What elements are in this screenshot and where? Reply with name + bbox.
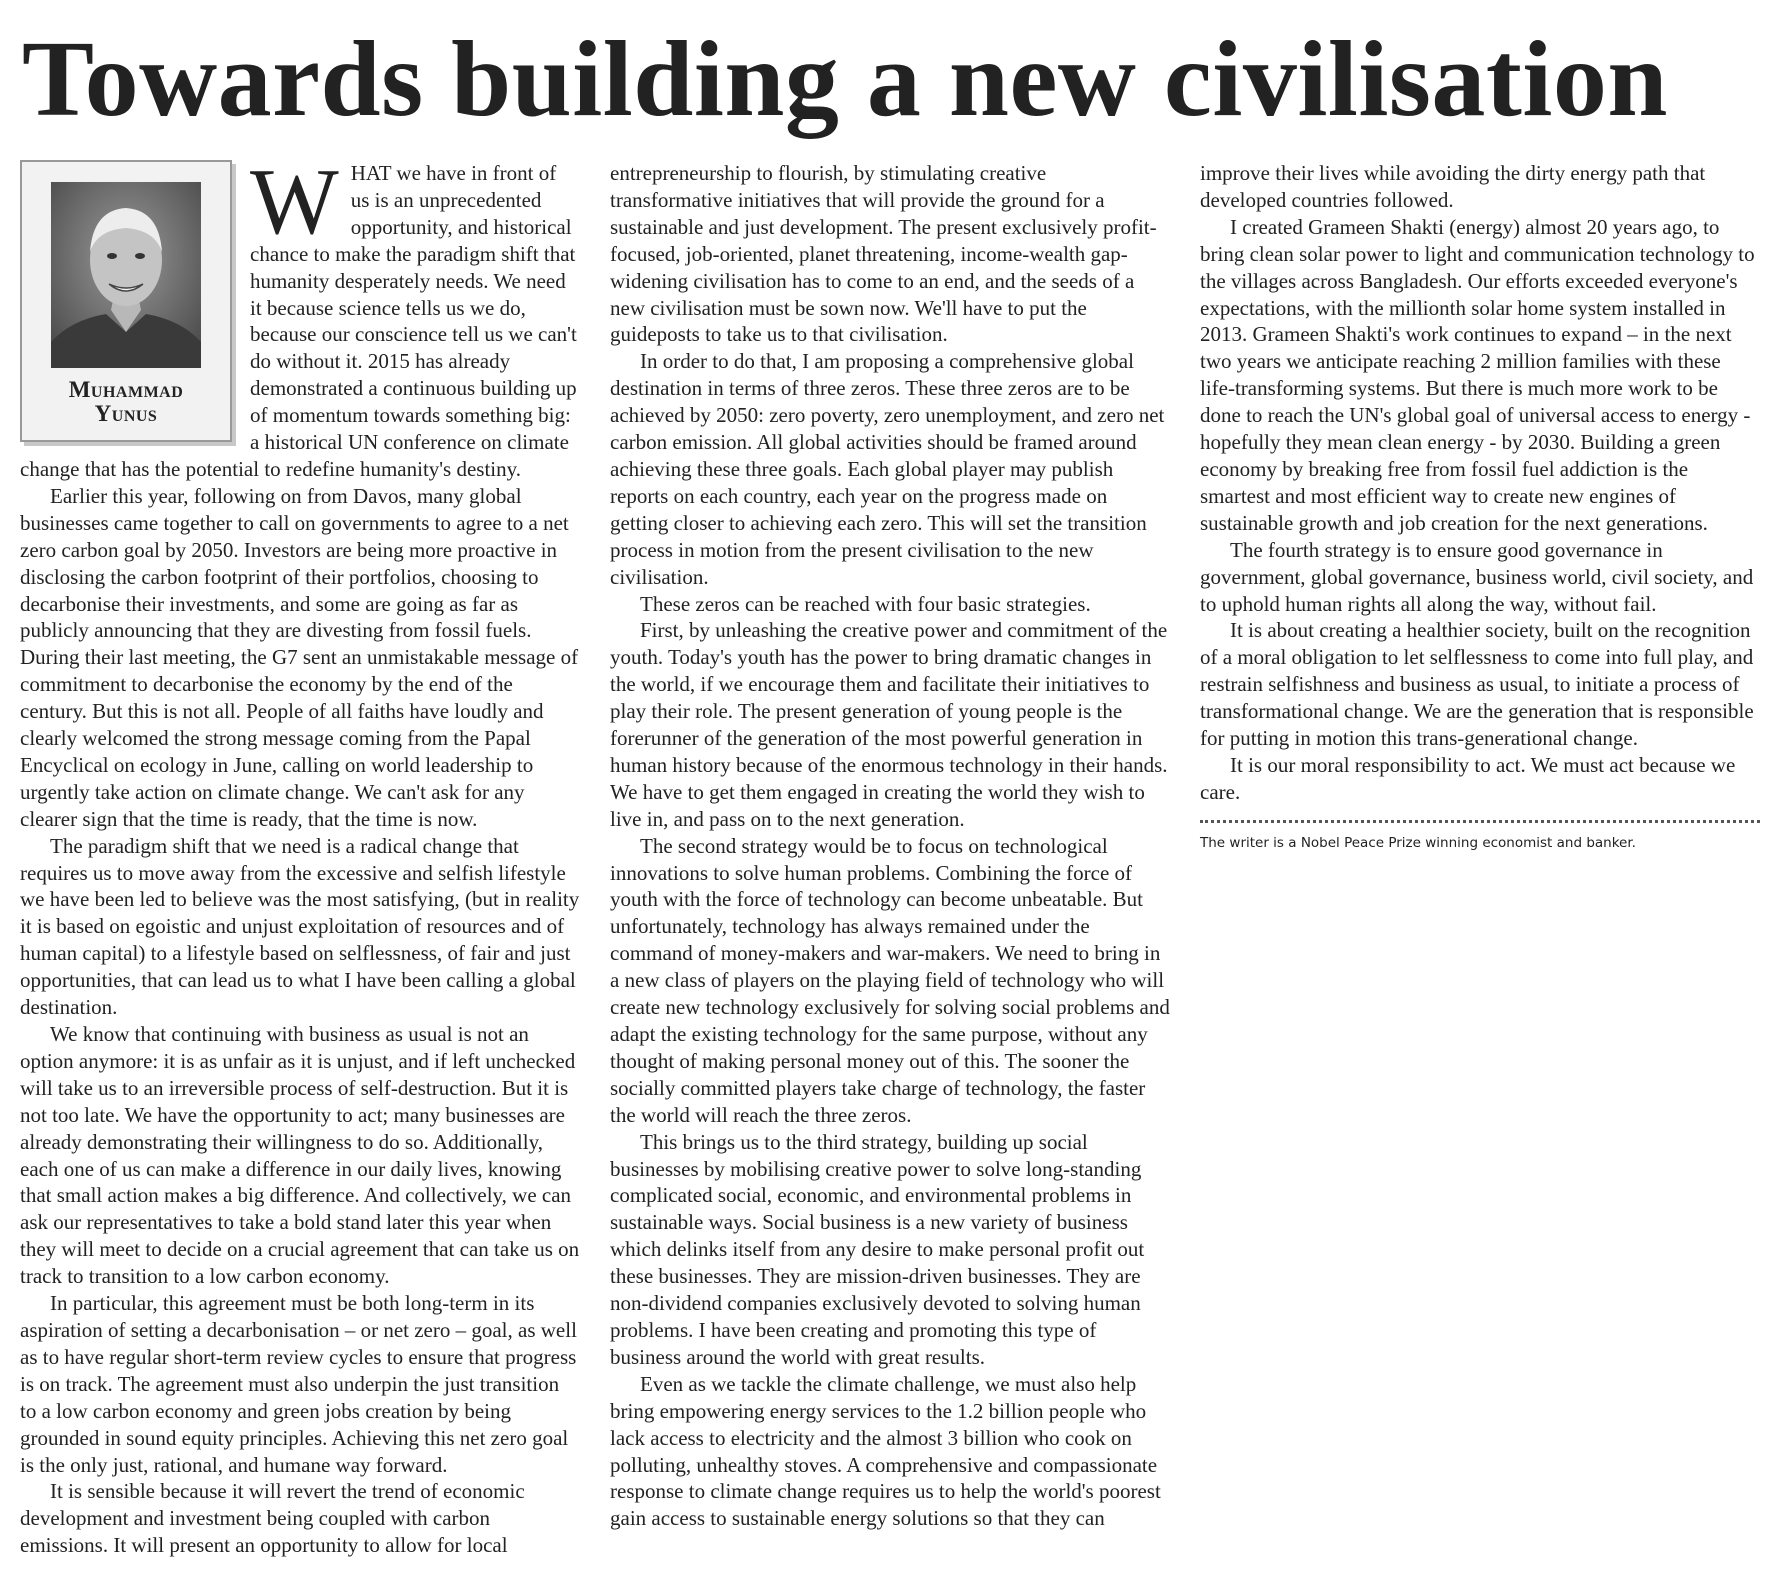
paragraph: This brings us to the third strategy, building up social businesses by mobilising creative power to solve long-standing complicated social, economic, and environmental problems in sustainable ways. Social business is a new variety of business which delinks itself from any desire to make personal profit out these businesses. They are mission-driven businesses. They are non-dividend companies exclusively devoted to solving human problems. I have been creating and promoting this type of business around the world with great results. — [610, 1129, 1145, 1369]
paragraph: I created Grameen Shakti (energy) almost 20 years ago, to bring clean solar power to light and communication technology to the villages across Bangladesh. Our efforts exceeded everyone's expectations, with the millionth solar home system installed in 2013. Grameen Shakti's work continues to expand – in the next two years we anticipate reaching 2 million families with these life-transforming systems. But there is much more work to be done to reach the UN's global goal of universal access to energy - hopefully they mean clean energy - by 2030. Building a green economy by breaking free from fossil fuel addiction is the smartest and most efficient way to create new engines of sustainable growth and job creation for the next generations. — [1200, 214, 1755, 535]
author-footnote: The writer is a Nobel Peace Prize winning economist and banker. — [1200, 834, 1636, 851]
paragraph: It is about creating a healthier society, built on the recognition of a moral obligation to let selflessness to come into full play, and restrain selfishness and business as usual, to initiate a process of transformational change. We are the generation that is responsible for putting in motion this trans-generational change. — [1200, 618, 1754, 751]
paragraph: We know that continuing with business as usual is not an option anymore: it is as unfair as it is unjust, and if left unchecked will take us to an irreversible process of self-destruction. But it is not too late. We have the opportunity to act; many businesses are already demonstrating their willingness to do so. Additionally, each one of us can make a difference in our daily lives, knowing that small action makes a big difference. And collectively, we can ask our representatives to take a bold stand later this year when they will meet to decide on a crucial agreement that can take us on track to transition to a low carbon economy. — [20, 1022, 580, 1289]
author-box — [20, 160, 232, 442]
paragraph: It is our moral responsibility to act. We must act because we care. — [1200, 752, 1736, 804]
paragraph: The fourth strategy is to ensure good governance in government, global governance, business world, civil society, and to uphold human rights all along the way, without fail. — [1200, 537, 1754, 616]
paragraph: Even as we tackle the climate challenge, we must also help bring empowering energy services to the 1.2 billion people who lack access to electricity and the almost 3 billion who cook on polluting, unhealthy stoves. A comprehensive and compassionate response to climate change requires us to help the world's poorest gain access to sustainable energy solutions so that they can improve their lives while avoiding the dirty energy path that developed countries followed. — [610, 161, 1706, 1531]
article-footer — [1200, 820, 1760, 853]
author-portrait — [51, 182, 201, 368]
dotted-divider — [1200, 820, 1760, 823]
author-first-name: Muhammad — [68, 377, 184, 402]
paragraph: The second strategy would be to focus on technological innovations to solve human problems. Combining the force of youth with the force of technology can become unbeatable. But unfortunately, technology has always remained under the command of money-makers and war-makers. We need to bring in a new class of players on the playing field of technology who will create new technology exclusively for solving social problems and adapt the existing technology for the same purpose, without any thought of making personal money out of this. The sooner the socially committed players take charge of technology, the faster the world will reach the three zeros. — [610, 833, 1170, 1127]
paragraph-text: HAT we have in front of us is an unprecedented opportunity, and historical chance to make the paradigm shift that humanity desperately needs. We need it because science tells us we do, because our conscience tell us we can't do without it. 2015 has already demonstrated a continuous building up of momentum towards something big: a historical UN conference on climate change that has the potential to redefine humanity's destiny. — [20, 161, 577, 481]
article-body — [20, 150, 1760, 1570]
paragraph: First, by unleashing the creative power and commitment of the youth. Today's youth has the power to bring dramatic changes in the world, if we encourage them and facilitate their initiatives to play their role. The present generation of young people is the forerunner of the generation of the most powerful generation in human history because of the enormous technology in their hands. We have to get them engaged in creating the world they wish to live in, and pass on to the next generation. — [610, 618, 1168, 831]
paragraph: These zeros can be reached with four basic strategies. — [640, 591, 1091, 616]
author-last-name: Yunus — [94, 401, 158, 426]
paragraph: It is sensible because it will revert the trend of economic development and investment being coupled with carbon emissions. It will present an opportunity to allow for local entrepreneurship to flourish, by stimulating creative transformative initiatives that will provide the ground for a sustainable and just development. The present exclusively profit-focused, job-oriented, planet threatening, income-wealth gap-widening civilisation has to come to an end, and the seeds of a new civilisation must be sown now. We'll have to put the guideposts to take us to that civilisation. — [20, 161, 1157, 1558]
article-headline: Towards building a new civilisation — [22, 20, 1668, 139]
author-name — [22, 378, 230, 426]
paragraph: The paradigm shift that we need is a radical change that requires us to move away from the excessive and selfish lifestyle we have been led to believe was the most satisfying, (but in reality it is based on egoistic and unjust exploitation of resources and of human capital) to a lifestyle based on selflessness, of fair and just opportunities, that can lead us to what I have been calling a global destination. — [20, 833, 580, 1020]
paragraph: Earlier this year, following on from Davos, many global businesses came together to call on governments to agree to a net zero carbon goal by 2050. Investors are being more proactive in disclosing the carbon footprint of their portfolios, choosing to decarbonise their investments, and some are going as far as publicly announcing that they are divesting from fossil fuels. During their last meeting, the G7 sent an unmistakable message of commitment to decarbonise the economy by the end of the century. But this is not all. People of all faiths have loudly and clearly welcomed the strong message coming from the Papal Encyclical on ecology in June, calling on world leadership to urgently take action on climate change. We can't ask for any clearer sign that the time is ready, that the time is now. — [20, 483, 579, 831]
drop-cap: W — [250, 150, 339, 254]
paragraph: In order to do that, I am proposing a comprehensive global destination in terms of three zeros. These three zeros are to be achieved by 2050: zero poverty, zero unemployment, and zero net carbon emission. All global activities should be framed around achieving these three goals. Each global player may publish reports on each country, each year on the progress made on getting closer to achieving each zero. This will set the transition process in motion from the present civilisation to the new civilisation. — [610, 349, 1165, 589]
paragraph: In particular, this agreement must be both long-term in its aspiration of setting a decarbonisation – or net zero – goal, as well as to have regular short-term review cycles to ensure that progress is on track. The agreement must also underpin the just transition to a low carbon economy and green jobs creation by being grounded in sound equity principles. Achieving this net zero goal is the only just, rational, and humane way forward. — [20, 1291, 577, 1477]
